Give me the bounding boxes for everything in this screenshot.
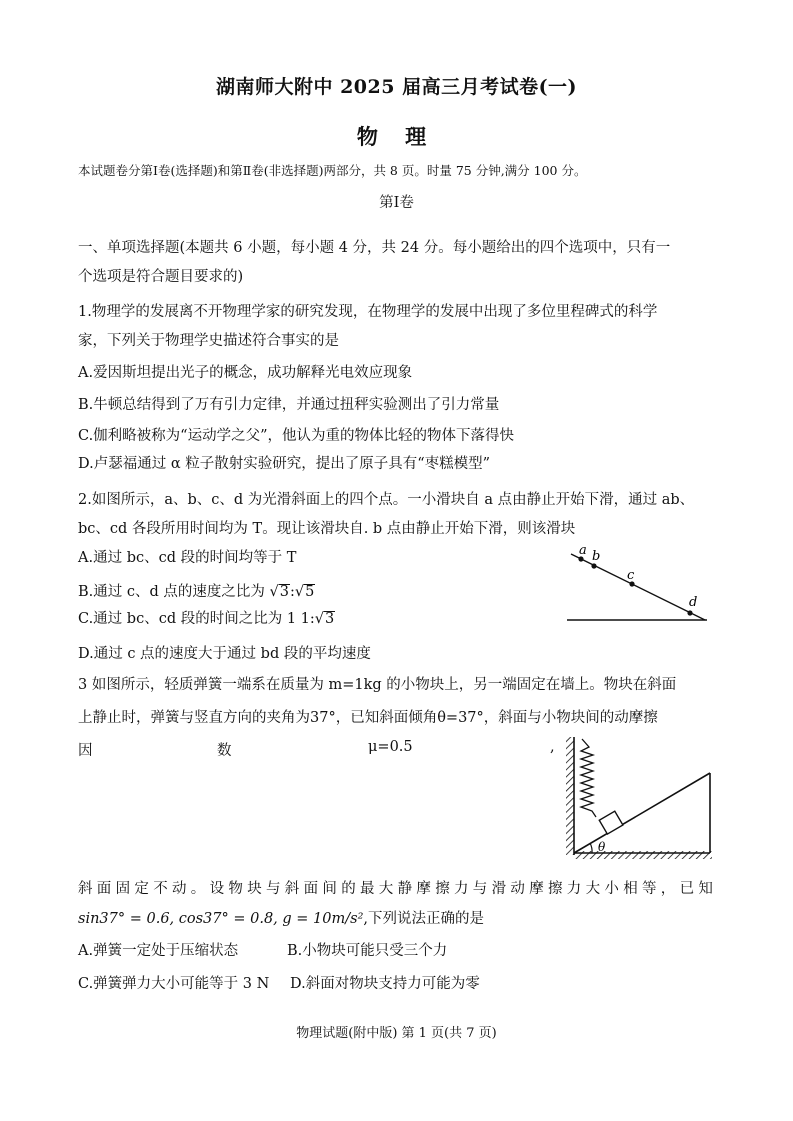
q2-option-a: A.通过 bc、cd 段的时间均等于 T: [78, 550, 297, 566]
q3-stem-fragment-3: μ=0.5: [368, 739, 413, 755]
q2-option-b-radicand1: 3: [279, 584, 289, 600]
q1-stem-line1: 1.物理学的发展离不开物理学家的研究发现，在物理学的发展中出现了多位里程碑式的科学: [78, 304, 658, 320]
label-c: c: [627, 568, 635, 583]
label-b: b: [592, 549, 601, 564]
q1-option-a: A.爱因斯坦提出光子的概念，成功解释光电效应现象: [78, 365, 413, 381]
q3-option-c: C.弹簧弹力大小可能等于 3 N: [78, 976, 270, 992]
q1-option-b: B.牛顿总结得到了万有引力定律，并通过扭秤实验测出了引力常量: [78, 397, 500, 413]
q3-option-b: B.小物块可能只受三个力: [287, 943, 448, 959]
block-body: [599, 811, 623, 834]
q3-option-a: A.弹簧一定处于压缩状态: [78, 943, 239, 959]
q3-stem-line4: 斜面固定不动。设物块与斜面间的最大静摩擦力与滑动摩擦力大小相等，已知: [78, 881, 718, 897]
q1-option-c: C.伽利略被称为“运动学之父”，他认为重的物体比轻的物体下落得快: [78, 428, 515, 444]
ratio-separator: :: [289, 584, 295, 600]
label-a: a: [579, 543, 587, 558]
q2-option-c-text: C.通过 bc、cd 段的时间之比为 1 1:: [78, 611, 315, 627]
q3-stem-fragment-4: ,: [550, 739, 555, 755]
block: [599, 811, 623, 834]
q3-stem-line5-tail: ,下列说法正确的是: [363, 911, 485, 927]
exam-instructions: 本试题卷分第Ⅰ卷(选择题)和第Ⅱ卷(非选择题)两部分，共 8 页。时量 75 分钟,满分 100 分。: [78, 163, 587, 178]
q3-stem-line1: 3 如图所示，轻质弹簧一端系在质量为 m=1kg 的小物块上，另一端固定在墙上。物块在斜面: [78, 677, 677, 693]
theta-label: θ: [598, 840, 606, 854]
q3-stem-line2: 上静止时，弹簧与竖直方向的夹角为37°，已知斜面倾角θ=37°，斜面与小物块间的动摩擦: [78, 710, 658, 726]
q2-stem-line1: 2.如图所示，a、b、c、d 为光滑斜面上的四个点。一小滑块自 a 点由静止开始下滑，通过 ab、: [78, 492, 695, 508]
q3-stem-fragment-1: 因: [78, 743, 93, 759]
q1-option-d: D.卢瑟福通过 α 粒子散射实验研究，提出了原子具有“枣糕模型”: [78, 456, 491, 472]
q3-spring-incline-figure: [560, 733, 720, 861]
point-b: [591, 563, 596, 568]
section-heading-line2: 个选项是符合题目要求的): [78, 269, 244, 285]
q2-stem-line2: bc、cd 各段所用时间均为 T。现让该滑块自. b 点由静止开始下滑，则该滑块: [78, 521, 576, 537]
q2-incline-figure: [555, 540, 715, 632]
label-d: d: [689, 595, 698, 610]
q3-stem-fragment-2: 数: [217, 743, 232, 759]
q2-option-c: [78, 607, 335, 628]
subject-title: 物 理: [356, 124, 437, 149]
exam-title: 湖南师大附中 2025 届高三月考试卷(一): [215, 76, 578, 98]
page-footer: 物理试题(附中版) 第 1 页(共 7 页): [296, 1026, 497, 1041]
sqrt-sign: √: [269, 584, 279, 600]
volume-heading: 第Ⅰ卷: [379, 195, 414, 211]
wall-hatching: [566, 737, 574, 855]
q2-option-d: D.通过 c 点的速度大于通过 bd 段的平均速度: [78, 646, 371, 662]
q2-option-b-text: B.通过 c、d 点的速度之比为: [78, 584, 270, 600]
q1-stem-line2: 家，下列关于物理学史描述符合事实的是: [78, 333, 339, 349]
spring: [581, 739, 596, 817]
q3-option-d: D.斜面对物块支持力可能为零: [290, 976, 480, 992]
q3-given-values: sin37° = 0.6, cos37° = 0.8, g = 10m/s²: [78, 911, 364, 927]
q3-stem-line5: [78, 907, 484, 928]
point-d: [687, 610, 692, 615]
q2-option-b-radicand2: 5: [305, 584, 315, 600]
incline-surface: [574, 773, 710, 853]
q2-option-b: [78, 580, 315, 601]
q2-option-c-radicand: 3: [325, 611, 335, 627]
section-heading-line1: 一、单项选择题(本题共 6 小题，每小题 4 分，共 24 分。每小题给出的四个选项中，只有一: [78, 240, 671, 256]
sqrt-sign: √: [314, 611, 325, 627]
sqrt-sign: √: [294, 584, 305, 600]
